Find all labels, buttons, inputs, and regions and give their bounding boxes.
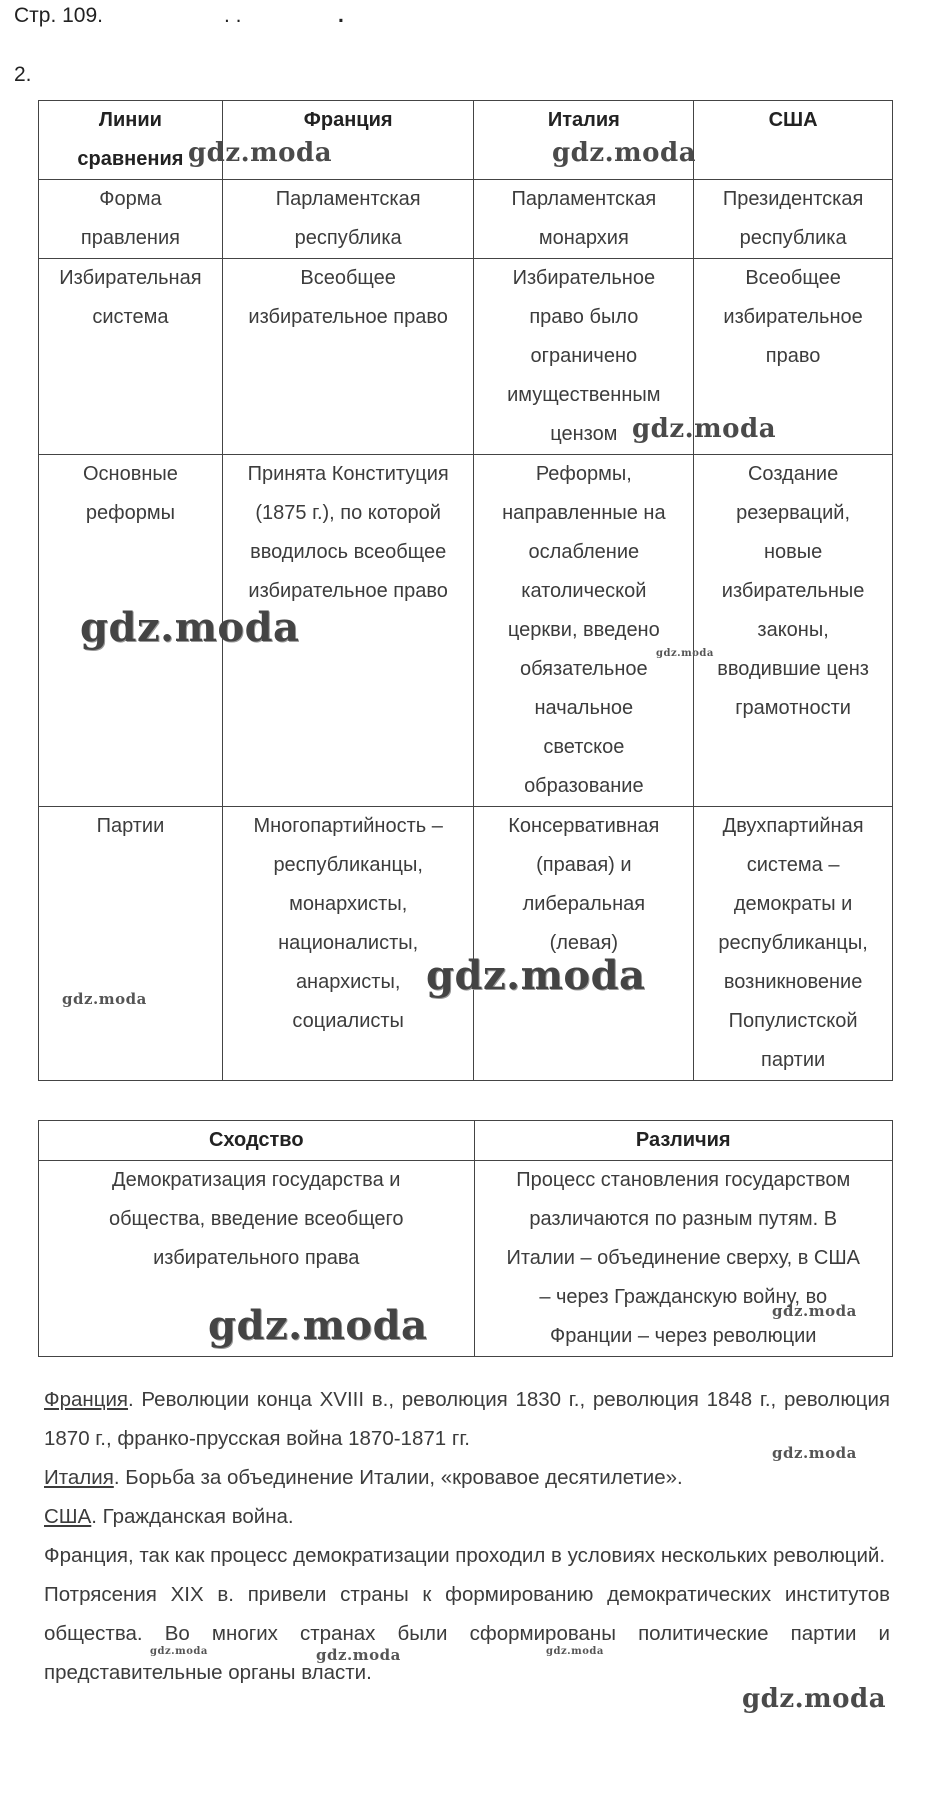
table-cell: Основные реформы: [39, 455, 223, 807]
watermark: gdz.moda: [632, 414, 777, 444]
table-cell: Реформы, направленные на ослабление католической церкви, введено обязательное начальное светское образование: [474, 455, 694, 807]
table-row: [39, 1161, 893, 1357]
watermark: gdz.moda: [656, 648, 714, 659]
table-cell: Консервативная (правая) и либеральная (левая): [474, 807, 694, 1081]
country-label: Италия: [44, 1466, 114, 1489]
header-cell: США: [694, 101, 893, 180]
table-row: [39, 807, 893, 1081]
country-label: Франция: [44, 1388, 129, 1411]
table-cell: Форма правления: [39, 180, 223, 259]
page-header: [14, 4, 344, 28]
table-cell: Партии: [39, 807, 223, 1081]
paragraph-france: [44, 1380, 890, 1458]
table-cell: Избирательное право было ограничено имущественным цензом: [474, 259, 694, 455]
table-cell: Избирательная система: [39, 259, 223, 455]
watermark: gdz.moda: [426, 952, 646, 999]
table-cell: Принята Конституция (1875 г.), по которой вводилось всеобщее избирательное право: [222, 455, 474, 807]
paragraph-text: . Борьба за объединение Италии, «кровавое десятилетие».: [113, 1466, 683, 1489]
table-cell: Двухпартийная система – демократы и республиканцы, возникновение Популистской партии: [694, 807, 893, 1081]
table-header-row: [39, 101, 893, 180]
table-cell: Создание резерваций, новые избирательные законы, вводившие ценз грамотности: [694, 455, 893, 807]
table-cell: Многопартийность – республиканцы, монархисты, националисты, анархисты, социалисты: [222, 807, 474, 1081]
paragraph-conclusion: Франция, так как процесс демократизации проходил в условиях нескольких революций.: [44, 1544, 886, 1567]
header-cell: Линии сравнения: [39, 101, 223, 180]
watermark: gdz.moda: [772, 1302, 857, 1320]
watermark: gdz.moda: [552, 138, 697, 168]
watermark: gdz.moda: [772, 1444, 857, 1462]
watermark: gdz.moda: [80, 604, 300, 651]
table-cell: Демократизация государства и общества, введение всеобщего избирательного права: [39, 1161, 475, 1357]
paragraph-usa: [44, 1497, 890, 1536]
table-cell: Всеобщее избирательное право: [694, 259, 893, 455]
watermark: gdz.moda: [742, 1684, 887, 1714]
comparison-table: [38, 100, 893, 1081]
paragraph-italy: [44, 1458, 890, 1497]
header-cell: Сходство: [39, 1121, 475, 1161]
table-cell: Парламентская республика: [222, 180, 474, 259]
table-row: [39, 180, 893, 259]
table-cell: Всеобщее избирательное право: [222, 259, 474, 455]
paragraph-text: . Гражданская война.: [91, 1505, 294, 1528]
table-cell: Парламентская монархия: [474, 180, 694, 259]
header-cell: Франция: [222, 101, 474, 180]
watermark: gdz.moda: [62, 990, 147, 1008]
header-dots: . .: [224, 4, 242, 27]
table-cell: Президентская республика: [694, 180, 893, 259]
header-dot: .: [338, 4, 344, 27]
table-cell: Процесс становления государством различаются по разным путям. В Италии – объединение сверху, в США – через Гражданскую войну, во Франции – через революции: [474, 1161, 893, 1357]
country-label: США: [44, 1505, 92, 1528]
header-cell: Италия: [474, 101, 694, 180]
table-header-row: [39, 1121, 893, 1161]
header-cell: Различия: [474, 1121, 893, 1161]
page-number: Стр. 109.: [14, 4, 104, 27]
watermark: gdz.moda: [546, 1646, 604, 1657]
similarity-table: [38, 1120, 893, 1357]
watermark: gdz.moda: [316, 1646, 401, 1664]
paragraph-summary: Потрясения XIX в. привели страны к формированию демократических институтов общества. Во многих странах были сформированы политические партии и представительные органы власти.: [44, 1583, 890, 1684]
watermark: gdz.moda: [150, 1646, 208, 1657]
watermark: gdz.moda: [188, 138, 333, 168]
task-number: 2.: [14, 63, 32, 86]
paragraph-text: . Революции конца XVIII в., революция 1830 г., революция 1848 г., революция 1870 г., франко-прусская война 1870-1871 гг.: [44, 1388, 890, 1450]
watermark: gdz.moda: [208, 1302, 428, 1349]
